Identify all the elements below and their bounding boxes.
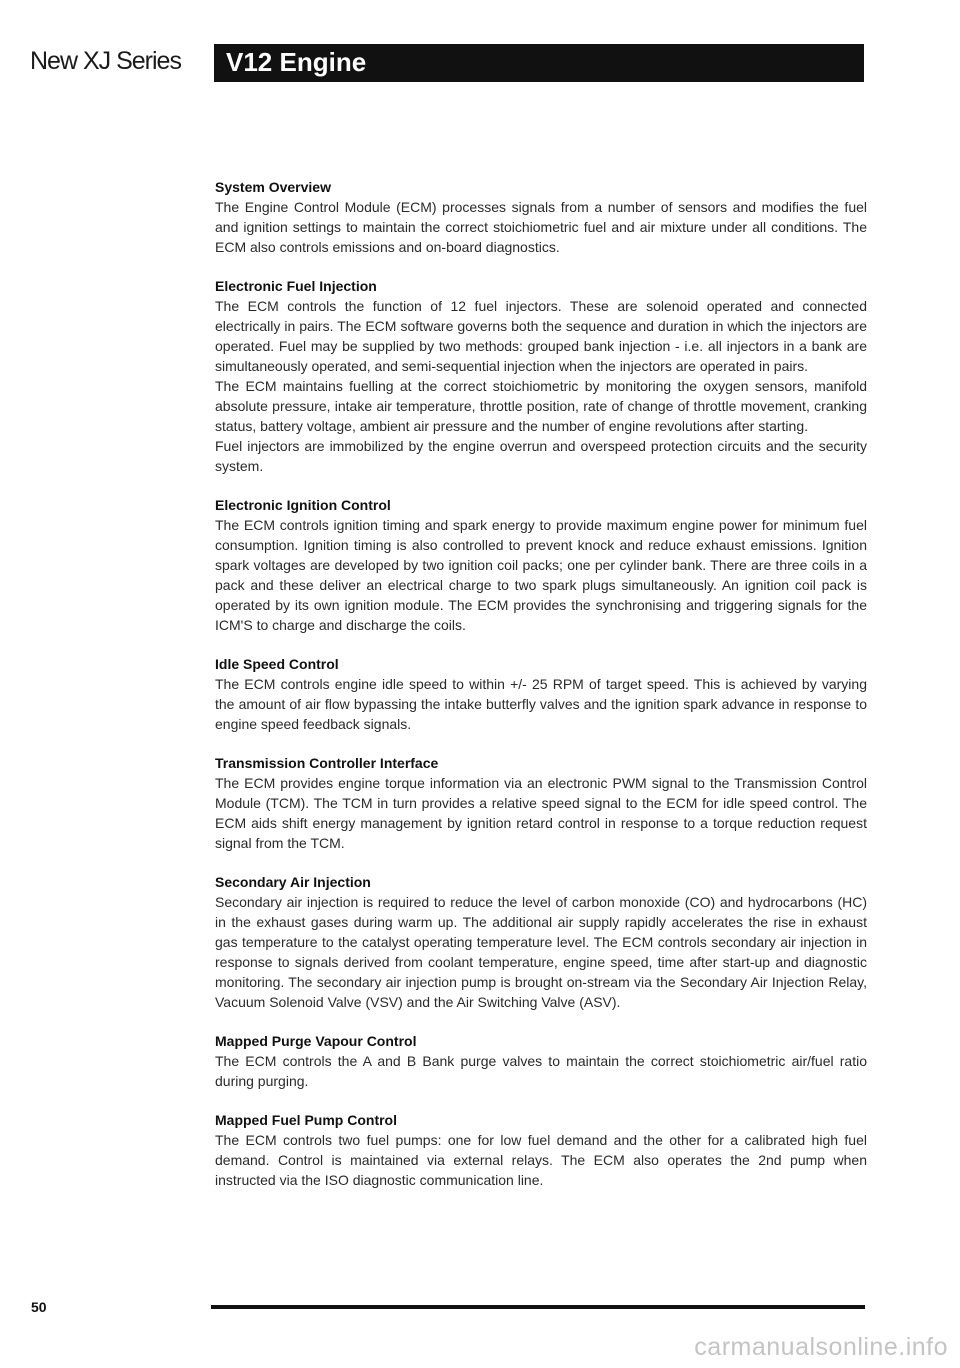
paragraph: The Engine Control Module (ECM) processes signals from a number of sensors and modifies the fuel and ignition settings to maintain the correct stoichiometric fuel and air mixture under all conditions. The ECM also controls emissions and on-board diagnostics. [215,199,867,255]
section-heading: Electronic Ignition Control [215,497,391,513]
section-heading: Transmission Controller Interface [215,755,439,771]
section-heading: Mapped Fuel Pump Control [215,1112,397,1128]
section-mapped-fuel-pump-control [215,1110,867,1190]
section-transmission-controller-interface [215,753,867,853]
header-bar [214,44,864,82]
page-number: 50 [31,1299,47,1315]
section-system-overview [215,177,867,257]
header-series: New XJ Series [30,47,181,75]
paragraph: The ECM maintains fuelling at the correct stoichiometric by monitoring the oxygen sensors, manifold absolute pressure, intake air temperature, throttle position, rate of change of throttle movement, cranking status, battery voltage, ambient air pressure and the number of engine revolutions after starting. [215,378,867,434]
footer-rule [211,1305,865,1309]
paragraph: The ECM controls two fuel pumps: one for low fuel demand and the other for a calibrated high fuel demand. Control is maintained via external relays. The ECM also operates the 2nd pump when instructed via the ISO diagnostic communication line. [215,1132,867,1188]
section-electronic-fuel-injection [215,276,867,476]
paragraph: Secondary air injection is required to reduce the level of carbon monoxide (CO) and hydrocarbons (HC) in the exhaust gases during warm up. The additional air supply rapidly accelerates the rise in exhaust gas temperature to the catalyst operating temperature level. The ECM controls secondary air injection in response to signals derived from coolant temperature, engine speed, time after start-up and diagnostic monitoring. The secondary air injection pump is brought on-stream via the Secondary Air Injection Relay, Vacuum Solenoid Valve (VSV) and the Air Switching Valve (ASV). [215,894,867,1010]
paragraph: The ECM controls the A and B Bank purge valves to maintain the correct stoichiometric air/fuel ratio during purging. [215,1053,867,1089]
footer-watermark: carmanualsonline.info [694,1333,948,1361]
section-idle-speed-control [215,654,867,734]
paragraph: The ECM controls ignition timing and spark energy to provide maximum engine power for minimum fuel consumption. Ignition timing is also controlled to prevent knock and reduce exhaust emissions. Ignition spark voltages are developed by two ignition coil packs; one per cylinder bank. There are three coils in a pack and these deliver an electrical charge to two spark plugs simultaneously. An ignition coil pack is operated by its own ignition module. The ECM provides the synchronising and triggering signals for the ICM'S to charge and discharge the coils. [215,517,867,633]
section-mapped-purge-vapour-control [215,1031,867,1091]
section-heading: Mapped Purge Vapour Control [215,1033,417,1049]
section-heading: Idle Speed Control [215,656,339,672]
section-electronic-ignition-control [215,495,867,635]
section-heading: Electronic Fuel Injection [215,278,377,294]
document-body [215,177,867,1209]
paragraph: The ECM controls the function of 12 fuel injectors. These are solenoid operated and connected electrically in pairs. The ECM software governs both the sequence and duration in which the injectors are operated. Fuel may be supplied by two methods: grouped bank injection - i.e. all injectors in a bank are simultaneously operated, and semi-sequential injection when the injectors are operated in pairs. [215,298,867,374]
section-secondary-air-injection [215,872,867,1012]
paragraph: Fuel injectors are immobilized by the engine overrun and overspeed protection circuits and the security system. [215,438,867,474]
page-title: V12 Engine [226,47,367,77]
paragraph: The ECM provides engine torque information via an electronic PWM signal to the Transmission Control Module (TCM). The TCM in turn provides a relative speed signal to the ECM for idle speed control. The ECM aids shift energy management by ignition retard control in response to a torque reduction request signal from the TCM. [215,775,867,851]
paragraph: The ECM controls engine idle speed to within +/- 25 RPM of target speed. This is achieved by varying the amount of air flow bypassing the intake butterfly valves and the ignition spark advance in response to engine speed feedback signals. [215,676,867,732]
section-heading: System Overview [215,179,331,195]
section-heading: Secondary Air Injection [215,874,371,890]
